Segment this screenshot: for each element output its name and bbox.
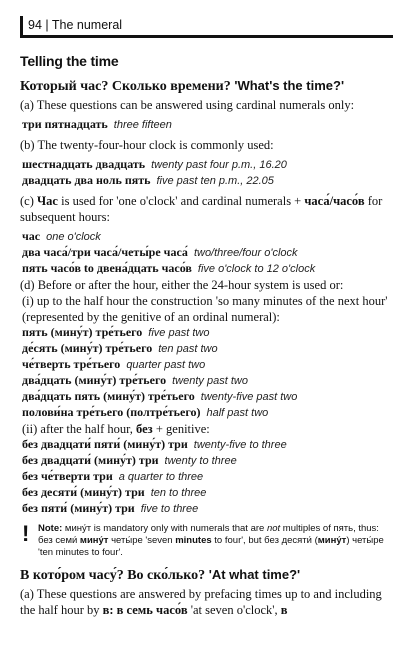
example-row — [22, 341, 393, 357]
note-bold-2: minutes — [175, 535, 212, 546]
example-russian: два́дцать пять (мину́т) тре́тьего — [22, 389, 195, 403]
example-row — [22, 261, 393, 277]
pc-bold-chas: Час — [37, 194, 58, 208]
subheading-english: 'At what time?' — [205, 567, 301, 582]
example-english: ten to three — [150, 487, 207, 499]
example-row — [22, 325, 393, 341]
example-english: five to three — [140, 503, 199, 515]
pii-text-2: + genitive: — [152, 422, 210, 436]
pii-text-1: (ii) after the half hour, — [22, 422, 137, 436]
example-row — [22, 357, 393, 373]
header-bar — [20, 16, 23, 35]
pc-text-3: for subsequent hours: — [20, 194, 383, 224]
example-russian: два часа́/три часа́/четы́ре часа́ — [22, 245, 188, 259]
pe-bold-v2: в — [280, 603, 288, 617]
pc-text-1: (c) — [20, 194, 37, 208]
example-english: a quarter to three — [118, 471, 204, 483]
paragraph-c — [20, 193, 393, 225]
example-english: two/three/four o'clock — [193, 247, 298, 259]
subheading-whats-the-time — [20, 78, 393, 95]
example-russian: шестнадцать двадцать — [22, 157, 146, 171]
paragraph-d: (d) Before or after the hour, either the 24-hour system is used or: — [20, 278, 344, 292]
pe-text-1: (a) These questions are answered by prefacing times up to and including the half hour by — [20, 587, 382, 617]
example-russian: де́сять (мину́т) тре́тьего — [22, 341, 153, 355]
paragraph-b: (b) The twenty-four-hour clock is commonly used: — [20, 138, 274, 152]
note-text-3: четы́ре 'seven — [108, 535, 176, 546]
example-english: one o'clock — [46, 231, 101, 243]
examples-a — [20, 117, 393, 133]
note-bold-3: мину́т — [317, 535, 347, 546]
example-row — [22, 405, 393, 421]
example-row — [22, 117, 393, 133]
pc-text-2: is used for 'one o'clock' and cardinal numerals + — [57, 194, 305, 208]
example-row — [22, 469, 393, 485]
example-english: three fifteen — [113, 119, 172, 131]
note-box — [20, 523, 393, 559]
note-italic-not: not — [266, 523, 281, 534]
example-english: twenty-five to three — [193, 439, 287, 451]
example-russian: пять (мину́т) тре́тьего — [22, 325, 143, 339]
note-text-5: ) четы́ре 'ten minutes to four'. — [38, 535, 384, 558]
example-english: five o'clock to 12 o'clock — [197, 263, 316, 275]
example-russian: полови́на тре́тьего (полтре́тьего) — [22, 405, 201, 419]
examples-b — [20, 157, 393, 189]
note-text-1: мину́т is mandatory only with numerals that are — [62, 523, 267, 534]
example-russian: час — [22, 229, 41, 243]
example-row — [22, 373, 393, 389]
subheading-cyrillic: Который час? Сколько времени? — [20, 79, 231, 94]
example-russian: без пяти́ (мину́т) три — [22, 501, 135, 515]
pii-bold-bez: без — [136, 422, 153, 436]
subheading-english: 'What's the time?' — [230, 78, 345, 93]
note-bold-1: мину́т — [79, 535, 109, 546]
example-row — [22, 453, 393, 469]
example-russian: без двадцати́ пяти́ (мину́т) три — [22, 437, 188, 451]
note-text-2: multiples of пять, thus: без семи́ — [38, 523, 379, 546]
examples-c — [20, 229, 393, 277]
section-title: Telling the time — [20, 53, 119, 69]
pe-bold-example: в семь часо́в — [116, 603, 188, 617]
examples-d-ii — [20, 437, 393, 517]
example-russian: без двадцати́ (мину́т) три — [22, 453, 159, 467]
exclamation-icon: ! — [22, 521, 30, 546]
pe-bold-v: в: — [102, 603, 114, 617]
examples-d-i — [20, 325, 393, 421]
running-header — [20, 0, 393, 38]
example-english: twenty past two — [172, 375, 248, 387]
paragraph-d-ii — [20, 421, 393, 437]
example-row — [22, 157, 393, 173]
example-english: twenty past four p.m., 16.20 — [151, 159, 287, 171]
example-russian: без десяти́ (мину́т) три — [22, 485, 145, 499]
example-row — [22, 485, 393, 501]
pc-bold-chasa: часа́/часо́в — [304, 194, 365, 208]
paragraph-e — [20, 586, 393, 618]
paragraph-d-i: (i) up to the half hour the construction 'so many minutes of the next hour' (represented by the genitive of an ordinal numeral): — [22, 294, 388, 324]
example-row — [22, 501, 393, 517]
note-label: Note: — [38, 523, 63, 534]
subheading-cyrillic: В кото́ром часу́? Во ско́лько? — [20, 568, 206, 583]
header-text: 94 | The numeral — [28, 18, 123, 32]
header-rule — [20, 35, 393, 38]
example-row — [22, 173, 393, 189]
example-row — [22, 229, 393, 245]
example-russian: че́тверть тре́тьего — [22, 357, 121, 371]
example-row — [22, 245, 393, 261]
example-russian: двадцать два ноль пять — [22, 173, 151, 187]
example-row — [22, 437, 393, 453]
example-english: five past ten p.m., 22.05 — [156, 175, 274, 187]
example-english: half past two — [206, 407, 269, 419]
note-text-4: to four', but без десяти́ ( — [211, 535, 318, 546]
example-russian: без че́тверти три — [22, 469, 113, 483]
example-russian: пять часо́в to двена́дцать часо́в — [22, 261, 192, 275]
subheading-at-what-time — [20, 567, 393, 584]
example-english: quarter past two — [126, 359, 206, 371]
example-row — [22, 389, 393, 405]
example-russian: два́дцать (мину́т) тре́тьего — [22, 373, 167, 387]
example-english: ten past two — [158, 343, 218, 355]
example-english: twenty to three — [164, 455, 237, 467]
pe-text-3: 'at seven o'clock', — [187, 603, 281, 617]
example-english: twenty-five past two — [200, 391, 298, 403]
example-english: five past two — [148, 327, 210, 339]
paragraph-a: (a) These questions can be answered using cardinal numerals only: — [20, 98, 355, 112]
example-russian: три пятнадцать — [22, 117, 108, 131]
